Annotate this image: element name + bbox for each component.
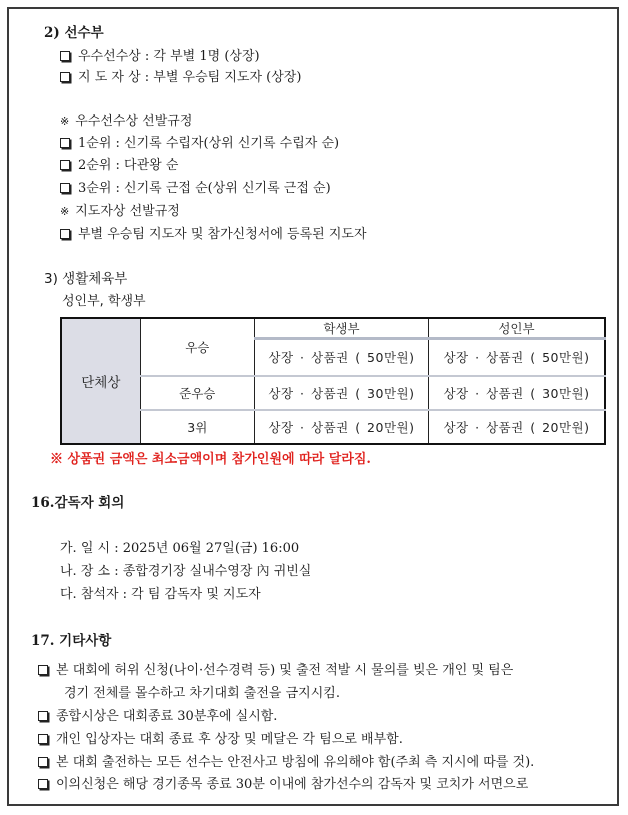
item-text: 본 대회에 허위 신청(나이·선수경력 등) 및 출전 적발 시 물의를 빚은 개인 및 팀은 [56,663,514,678]
misc-item [38,777,528,793]
checkbox-bullet-icon [60,138,70,148]
team-award-table [60,317,606,445]
meeting-time: 가. 일 시 : 2025년 06월 27일(금) 16:00 [60,541,300,556]
checkbox-bullet-icon [60,160,70,170]
coach-rule-item [60,227,367,243]
item-text: 부별 우승팀 지도자 및 참가신청서에 등록된 지도자 [78,227,367,242]
mvp-rule-item [60,181,331,197]
prize-cell: 상장 · 상품권 ( 50만원) [443,350,590,366]
checkbox-bullet-icon [38,711,48,721]
rule-title-text: 지도자상 선발규정 [75,204,180,219]
item-text: 이의신청은 해당 경기종목 종료 30분 이내에 참가선수의 감독자 및 코치가 서면으로 [56,777,529,792]
misc-item [38,732,403,748]
item-text: 3순위 : 신기록 근접 순(상위 신기록 근접 순) [78,181,331,196]
item-text: 종합시상은 대회종료 30분후에 실시함. [56,709,278,724]
recreation-section-heading: 3) 생활체육부 [44,271,128,287]
coach-award-item [60,70,301,86]
mvp-rule-item [60,158,178,174]
recreation-subheading: 성인부, 학생부 [62,294,146,309]
rule-title-text: 우수선수상 선발규정 [75,114,193,129]
column-header-adult: 성인부 [428,318,605,339]
prize-cell: 상장 · 상품권 ( 30만원) [428,376,605,410]
misc-item [38,663,513,679]
meeting-attendees: 다. 참석자 : 각 팀 감독자 및 지도자 [60,587,261,602]
checkbox-bullet-icon [60,229,70,239]
checkbox-bullet-icon [38,757,48,767]
misc-item-continuation: 경기 전체를 몰수하고 차기대회 출전을 금지시킴. [64,686,340,701]
item-text: 1순위 : 신기록 수립자(상위 신기록 수립자 순) [78,136,340,151]
coach-rule-title [60,204,180,220]
checkbox-bullet-icon [60,51,70,61]
table-header-row [61,318,605,339]
reference-mark-icon: ※ [60,205,70,218]
category-cell: 단체상 [61,318,140,444]
reference-mark-icon: ※ [60,115,70,128]
rank-cell: 준우승 [140,376,254,410]
meeting-place: 나. 장 소 : 종합경기장 실내수영장 內 귀빈실 [60,564,312,579]
mvp-rule-title [60,114,192,130]
item-text: 우수선수상 : 각 부별 1명 (상장) [78,49,260,64]
checkbox-bullet-icon [60,183,70,193]
misc-item [38,709,277,725]
checkbox-bullet-icon [60,72,70,82]
checkbox-bullet-icon [38,734,48,744]
prize-cell: 상장 · 상품권 ( 20만원) [428,410,605,444]
checkbox-bullet-icon [38,665,48,675]
checkbox-bullet-icon [38,779,48,789]
item-text: 지 도 자 상 : 부별 우승팀 지도자 (상장) [78,70,302,85]
section-17-heading: 17. 기타사항 [31,633,112,649]
athlete-award-item [60,49,260,65]
column-header-student: 학생부 [254,318,428,339]
prize-cell: 상장 · 상품권 ( 30만원) [254,376,428,410]
table-row [61,410,605,444]
prize-cell: 상장 · 상품권 ( 50만원) [254,339,428,376]
item-text: 개인 입상자는 대회 종료 후 상장 및 메달은 각 팀으로 배부함. [56,732,403,747]
item-text: 본 대회 출전하는 모든 선수는 안전사고 방침에 유의해야 함(주최 측 지시에 따를 것). [56,755,535,770]
misc-item [38,755,534,771]
rank-cell: 3위 [140,410,254,444]
prize-cell: 상장 · 상품권 ( 20만원) [254,410,428,444]
rank-cell: 우승 [140,318,254,376]
section-16-heading: 16.감독자 회의 [31,495,125,511]
prize-amount-note: ※ 상품권 금액은 최소금액이며 참가인원에 따라 달라짐. [50,452,371,467]
athlete-section-heading: 2) 선수부 [44,25,104,41]
mvp-rule-item [60,136,339,152]
table-row [61,376,605,410]
item-text: 2순위 : 다관왕 순 [78,158,179,173]
